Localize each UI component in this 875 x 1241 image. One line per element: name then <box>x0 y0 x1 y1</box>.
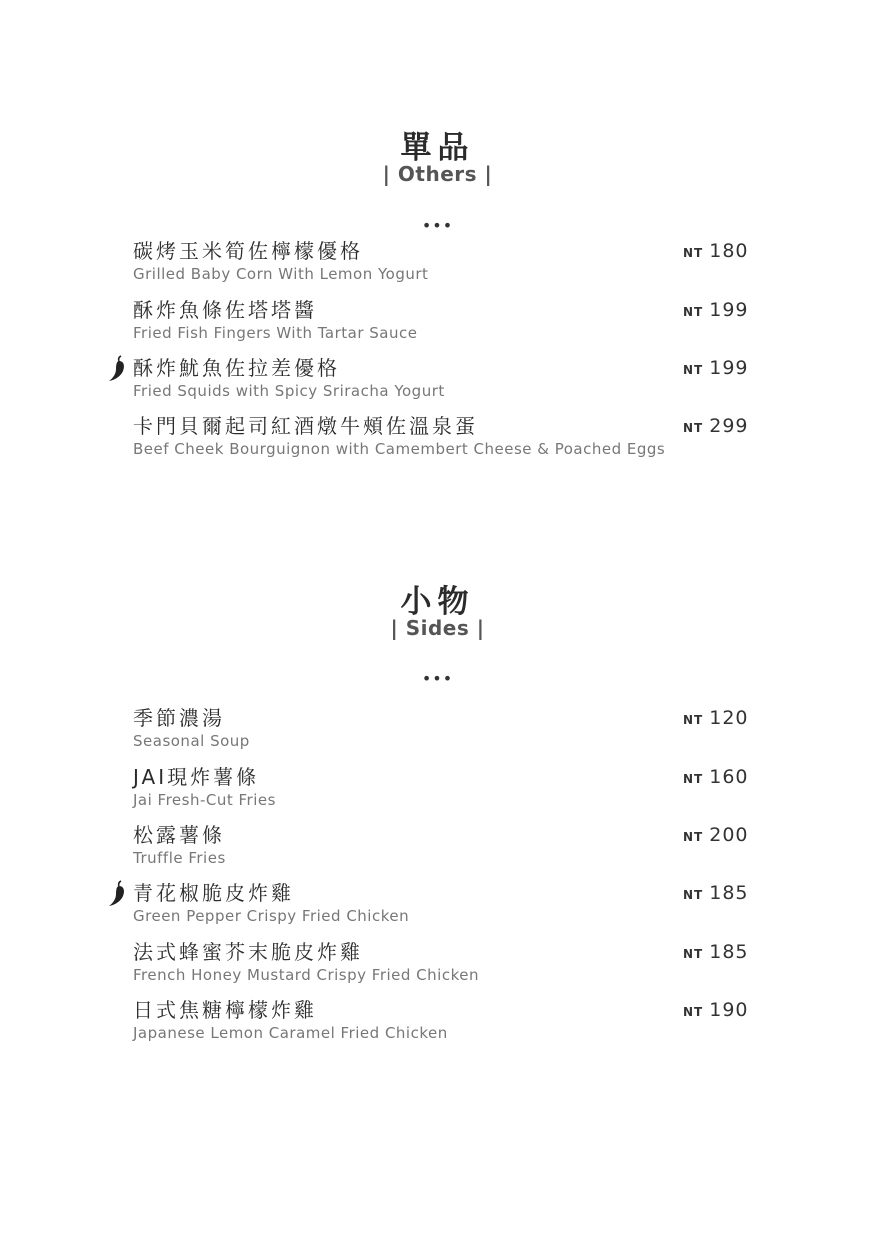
item-price <box>683 998 749 1024</box>
price-amount: 199 <box>709 357 749 379</box>
item-name-cn: 日式焦糖檸檬炸雞 <box>133 998 317 1022</box>
menu-item <box>133 940 753 990</box>
price-amount: 160 <box>709 766 749 788</box>
item-name-en: Green Pepper Crispy Fried Chicken <box>133 907 410 925</box>
item-name-cn: 碳烤玉米筍佐檸檬優格 <box>133 239 363 263</box>
menu-item <box>133 414 753 464</box>
price-amount: 180 <box>709 240 749 262</box>
price-currency: NT <box>683 246 704 260</box>
price-amount: 120 <box>709 707 749 729</box>
section-title-en: | Others | <box>382 162 493 186</box>
item-name-cn: 法式蜂蜜芥末脆皮炸雞 <box>133 940 363 964</box>
section-divider-dots: ••• <box>421 669 454 688</box>
chili-pepper-icon <box>107 879 131 909</box>
price-amount: 299 <box>709 415 749 437</box>
item-name-en: Fried Squids with Spicy Sriracha Yogurt <box>133 382 445 400</box>
menu-item <box>133 998 753 1048</box>
chili-pepper-icon <box>107 354 131 384</box>
item-name-en: Fried Fish Fingers With Tartar Sauce <box>133 324 418 342</box>
item-name-cn: 青花椒脆皮炸雞 <box>133 881 294 905</box>
item-name-en: Beef Cheek Bourguignon with Camembert Cheese & Poached Eggs <box>133 440 666 458</box>
item-price <box>683 356 749 382</box>
item-price <box>683 298 749 324</box>
price-currency: NT <box>683 421 704 435</box>
price-currency: NT <box>683 830 704 844</box>
item-name-cn: 松露薯條 <box>133 823 225 847</box>
menu-item <box>133 823 753 873</box>
item-name-cn: JAI現炸薯條 <box>133 765 260 789</box>
section-title-cn: 單品 <box>400 130 475 166</box>
price-currency: NT <box>683 1005 704 1019</box>
price-amount: 185 <box>709 941 749 963</box>
item-name-cn: 季節濃湯 <box>133 706 225 730</box>
price-amount: 199 <box>709 299 749 321</box>
menu-item <box>133 298 753 348</box>
item-price <box>683 823 749 849</box>
item-name-en: French Honey Mustard Crispy Fried Chicken <box>133 966 479 984</box>
price-amount: 190 <box>709 999 749 1021</box>
item-price <box>683 765 749 791</box>
item-name-en: Truffle Fries <box>133 849 226 867</box>
price-currency: NT <box>683 363 704 377</box>
item-price <box>683 706 749 732</box>
price-currency: NT <box>683 772 704 786</box>
price-currency: NT <box>683 888 704 902</box>
item-name-cn: 酥炸魚條佐塔塔醬 <box>133 298 317 322</box>
item-name-en: Jai Fresh-Cut Fries <box>133 791 276 809</box>
item-price <box>683 414 749 440</box>
section-title-en: | Sides | <box>390 616 485 640</box>
item-name-en: Japanese Lemon Caramel Fried Chicken <box>133 1024 448 1042</box>
section-divider-dots: ••• <box>421 216 454 235</box>
section-title-cn: 小物 <box>400 584 475 620</box>
item-price <box>683 881 749 907</box>
item-name-cn: 酥炸魷魚佐拉差優格 <box>133 356 340 380</box>
menu-item <box>133 765 753 815</box>
menu-item <box>133 881 753 931</box>
item-price <box>683 940 749 966</box>
menu-item <box>133 356 753 406</box>
item-name-en: Grilled Baby Corn With Lemon Yogurt <box>133 265 429 283</box>
price-currency: NT <box>683 947 704 961</box>
item-name-cn: 卡門貝爾起司紅酒燉牛頰佐溫泉蛋 <box>133 414 478 438</box>
menu-item <box>133 239 753 289</box>
price-currency: NT <box>683 713 704 727</box>
price-amount: 200 <box>709 824 749 846</box>
price-amount: 185 <box>709 882 749 904</box>
price-currency: NT <box>683 305 704 319</box>
item-name-en: Seasonal Soup <box>133 732 250 750</box>
menu-item <box>133 706 753 756</box>
item-price <box>683 239 749 265</box>
